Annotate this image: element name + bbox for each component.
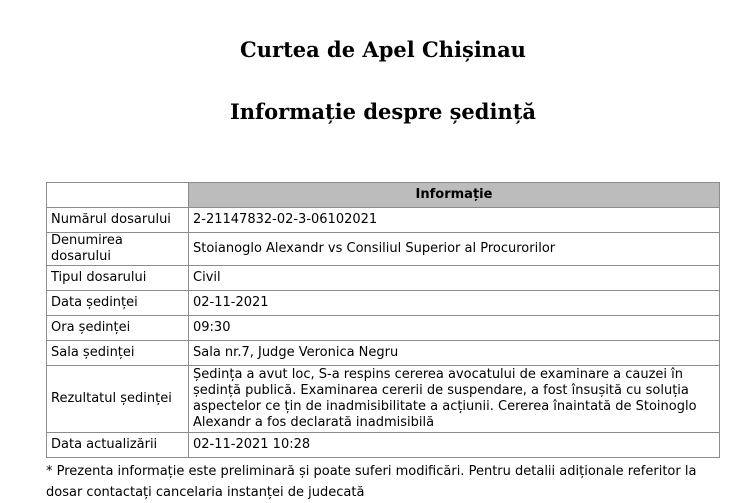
disclaimer-footnote: * Prezenta informație este preliminară și poate suferi modificări. Pentru detalii adiționale referitor la dosar contactați cancelaria instanței de judecată bbox=[46, 464, 697, 500]
row-value-case-name: Stoianoglo Alexandr vs Consiliul Superior al Procurorilor bbox=[189, 233, 720, 266]
row-label-case-type: Tipul dosarului bbox=[47, 266, 189, 291]
table-row bbox=[47, 366, 720, 433]
row-label-case-name: Denumirea dosarului bbox=[47, 233, 189, 266]
page-title: Informație despre ședință bbox=[229, 99, 537, 124]
row-label-case-number: Numărul dosarului bbox=[47, 208, 189, 233]
row-value-hearing-result: Ședința a avut loc, S-a respins cererea avocatului de examinare a cauzei în ședință publică. Examinarea cererii de suspendare, a fost însușită cu soluția aspectelor ce țin de inadmisibilitate a acțiunii. Cererea înaintată de Stoinoglo Alexandr a fos declarată inadmisibilă bbox=[189, 366, 720, 433]
row-value-hearing-room: Sala nr.7, Judge Veronica Negru bbox=[189, 341, 720, 366]
table-row bbox=[47, 291, 720, 316]
row-value-case-number: 2-21147832-02-3-06102021 bbox=[189, 208, 720, 233]
row-label-hearing-date: Data ședinței bbox=[47, 291, 189, 316]
row-value-case-type: Civil bbox=[189, 266, 720, 291]
table-row bbox=[47, 266, 720, 291]
table-row bbox=[47, 233, 720, 266]
table-header-row bbox=[47, 183, 720, 208]
row-label-hearing-time: Ora ședinței bbox=[47, 316, 189, 341]
table-row bbox=[47, 316, 720, 341]
table-header-empty bbox=[47, 183, 189, 208]
table-row bbox=[47, 208, 720, 233]
row-label-hearing-room: Sala ședinței bbox=[47, 341, 189, 366]
table-row bbox=[47, 341, 720, 366]
row-value-hearing-time: 09:30 bbox=[189, 316, 720, 341]
row-label-last-updated: Data actualizării bbox=[47, 433, 189, 458]
hearing-info-table bbox=[46, 182, 720, 458]
table-header-info: Informație bbox=[189, 183, 720, 208]
row-value-last-updated: 02-11-2021 10:28 bbox=[189, 433, 720, 458]
court-name: Curtea de Apel Chișinau bbox=[240, 37, 526, 62]
row-label-hearing-result: Rezultatul ședinței bbox=[47, 366, 189, 433]
row-value-hearing-date: 02-11-2021 bbox=[189, 291, 720, 316]
table-row bbox=[47, 433, 720, 458]
